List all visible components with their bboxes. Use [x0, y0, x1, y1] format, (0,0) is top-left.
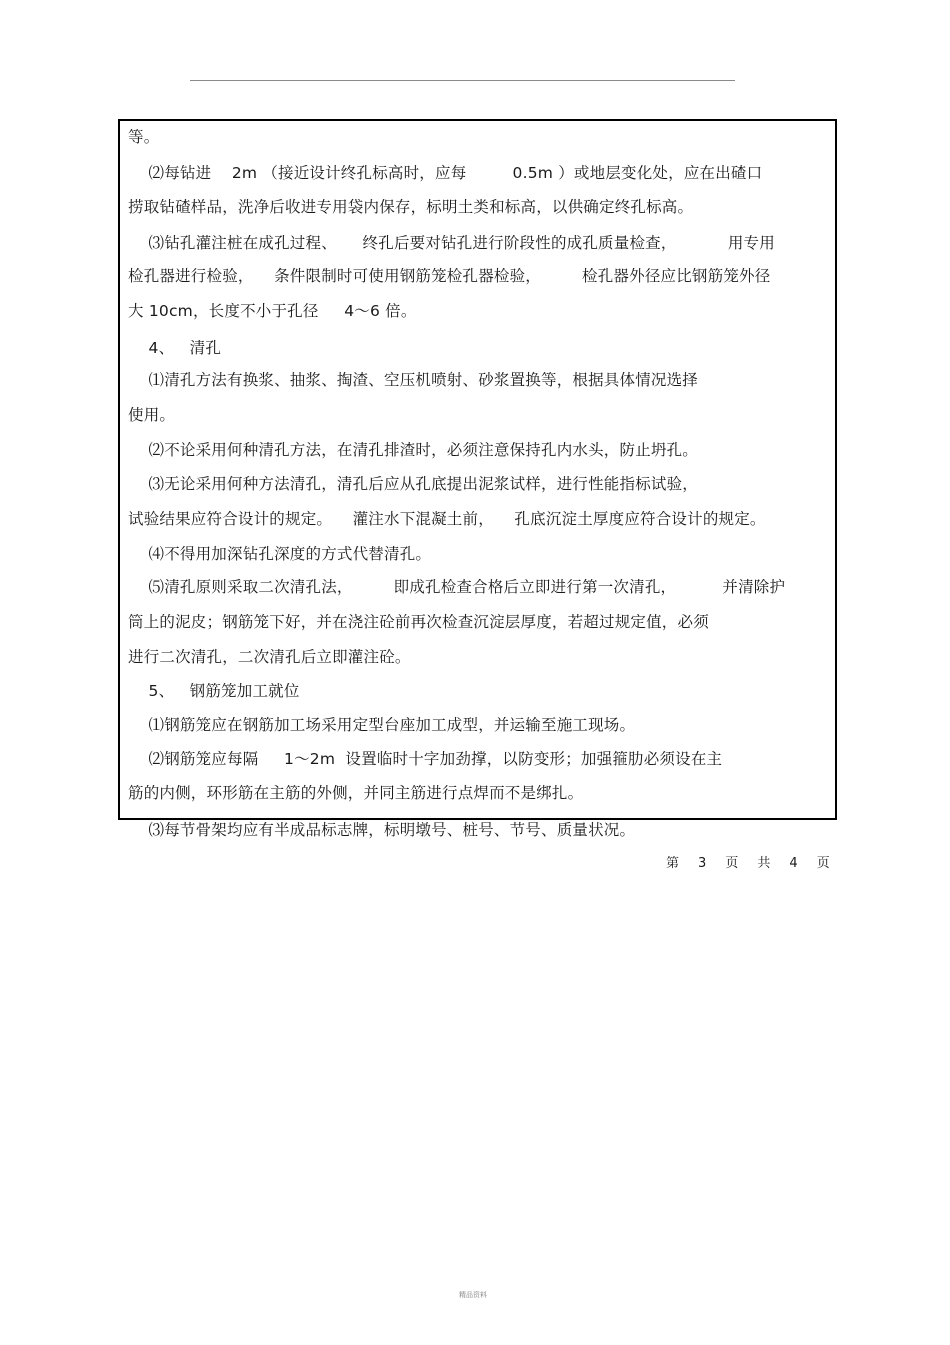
text-line: 进行二次清孔，二次清孔后立即灌注砼。 — [128, 648, 411, 666]
text-line: ⑶每节骨架均应有半成品标志牌，标明墩号、桩号、节号、质量状况。 — [128, 821, 636, 839]
text-line: 等。 — [128, 128, 160, 146]
text-line: ⑴钢筋笼应在钢筋加工场采用定型台座加工成型，并运输至施工现场。 — [128, 716, 636, 734]
text-line: 检孔器进行检验， 条件限制时可使用钢筋笼检孔器检验， 检孔器外径应比钢筋笼外径 — [128, 267, 771, 285]
text-line: ⑷不得用加深钻孔深度的方式代替清孔。 — [128, 545, 432, 563]
text-line: ⑸清孔原则采取二次清孔法， 即成孔检查合格后立即进行第一次清孔， 并清除护 — [128, 578, 786, 596]
text-line: ⑵不论采用何种清孔方法，在清孔排渣时，必须注意保持孔内水头，防止坍孔。 — [128, 441, 699, 459]
text-line: 试验结果应符合设计的规定。 灌注水下混凝土前， 孔底沉淀土厚度应符合设计的规定。 — [128, 510, 766, 528]
section-heading: 4、 清孔 — [128, 339, 222, 357]
text-line: ⑴清孔方法有换浆、抽浆、掏渣、空压机喷射、砂浆置换等，根据具体情况选择 — [128, 371, 699, 389]
text-line: 筋的内侧，环形筋在主筋的外侧，并同主筋进行点焊而不是绑扎。 — [128, 784, 584, 802]
text-line: ⑵每钻进 2m （接近设计终孔标高时，应每 0.5m ）或地层变化处，应在出碴口 — [128, 164, 763, 182]
text-line: ⑶无论采用何种方法清孔，清孔后应从孔底提出泥浆试样，进行性能指标试验， — [128, 475, 699, 493]
text-line: 筒上的泥皮；钢筋笼下好，并在浇注砼前再次检查沉淀层厚度，若超过规定值，必须 — [128, 613, 709, 631]
section-heading: 5、 钢筋笼加工就位 — [128, 682, 300, 700]
text-line: ⑶钻孔灌注桩在成孔过程、 终孔后要对钻孔进行阶段性的成孔质量检查， 用专用 — [128, 234, 775, 252]
page-number: 第 3 页 共 4 页 — [666, 856, 831, 871]
text-line: 使用。 — [128, 406, 176, 424]
text-line: 捞取钻碴样品，洗净后收进专用袋内保存，标明土类和标高，以供确定终孔标高。 — [128, 198, 694, 216]
text-line: ⑵钢筋笼应每隔 1～2m 设置临时十字加劲撑，以防变形；加强箍肋必须设在主 — [128, 750, 723, 768]
text-line: 大 10cm，长度不小于孔径 4～6 倍。 — [128, 302, 417, 320]
watermark: 精品资料 — [459, 1291, 487, 1299]
header-rule — [190, 80, 735, 81]
